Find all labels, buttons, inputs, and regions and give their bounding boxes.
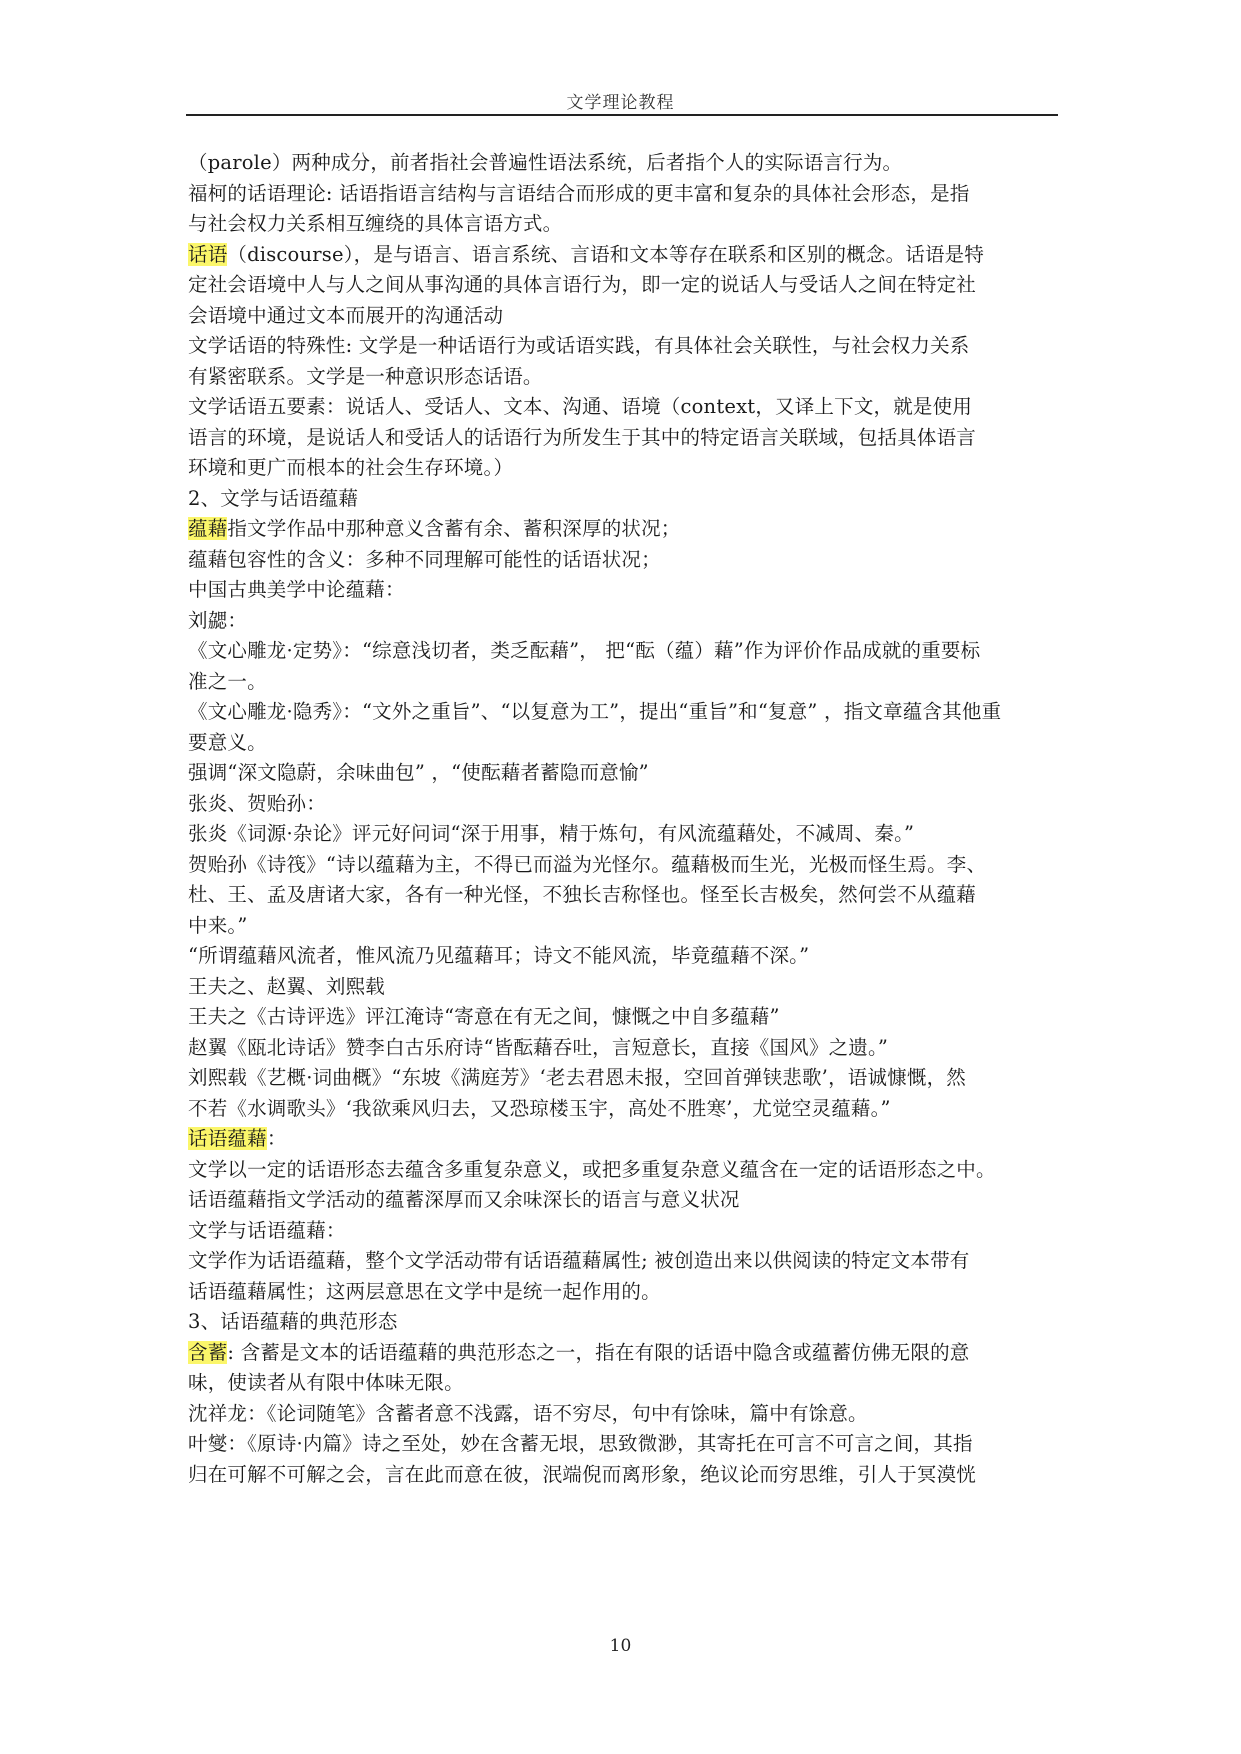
text-line <box>188 1216 1060 1247</box>
line-text: 语言的环境，是说话人和受话人的话语行为所发生于其中的特定语言关联域，包括具体语言 <box>188 425 977 449</box>
text-line <box>188 1246 1060 1277</box>
text-line <box>188 484 1060 515</box>
highlighted-term: 含蓄 <box>188 1340 228 1364</box>
text-line <box>188 667 1060 698</box>
text-line <box>188 850 1060 881</box>
line-text: 张炎、贺贻孙： <box>188 791 326 815</box>
text-line <box>188 1002 1060 1033</box>
text-line <box>188 392 1060 423</box>
line-text: : 含蓄是文本的话语蕴藉的典范形态之一，指在有限的话语中隐含或蕴蓄仿佛无限的意 <box>227 1340 970 1364</box>
line-text: 有紧密联系。文学是一种意识形态话语。 <box>188 364 543 388</box>
line-text: ： <box>266 1127 287 1150</box>
line-text: 中国古典美学中论蕴藉： <box>188 578 405 601</box>
line-text: 文学以一定的话语形态去蕴含多重复杂意义，或把多重复杂意义蕴含在一定的话语形态之中。 <box>188 1157 996 1181</box>
line-text: 不若《水调歌头》‘我欲乘风归去，又恐琼楼玉宇，高处不胜寒’，尤觉空灵蕴藉。” <box>188 1096 891 1120</box>
line-text: 准之一。 <box>188 669 267 693</box>
text-line <box>188 1429 1060 1460</box>
text-line <box>188 636 1060 667</box>
text-line <box>188 331 1060 362</box>
page-number: 10 <box>609 1636 632 1656</box>
line-text: 与社会权力关系相互缠绕的具体言语方式。 <box>188 212 563 235</box>
text-line <box>188 758 1060 789</box>
line-text: 王夫之《古诗评选》评江淹诗“寄意在有无之间，慷慨之中自多蕴藉” <box>188 1005 780 1028</box>
line-text: 蕴藉包容性的含义：多种不同理解可能性的话语状况； <box>188 547 661 571</box>
text-line <box>188 1338 1060 1369</box>
text-line <box>188 1124 1060 1155</box>
line-text: 定社会语境中人与人之间从事沟通的具体言语行为，即一定的说话人与受话人之间在特定社 <box>188 273 977 296</box>
text-line <box>188 453 1060 484</box>
line-text: 叶燮：《原诗·内篇》诗之至处，妙在含蓄无垠，思致微渺，其寄托在可言不可言之间，其指 <box>188 1432 973 1455</box>
text-line <box>188 606 1060 637</box>
text-line <box>188 1399 1060 1430</box>
line-text: 王夫之、赵翼、刘熙载 <box>188 974 386 998</box>
line-text: 2、文学与话语蕴藉 <box>188 486 359 510</box>
text-line <box>188 911 1060 942</box>
text-line <box>188 423 1060 454</box>
line-text: 要意义。 <box>188 730 267 754</box>
text-line <box>188 1063 1060 1094</box>
text-line <box>188 728 1060 759</box>
line-text: 刘勰： <box>188 608 248 632</box>
text-line <box>188 240 1060 271</box>
text-line <box>188 1368 1060 1399</box>
text-line <box>188 575 1060 606</box>
text-line <box>188 209 1060 240</box>
text-line <box>188 545 1060 576</box>
text-line <box>188 697 1060 728</box>
text-line <box>188 1185 1060 1216</box>
line-text: 会语境中通过文本而展开的沟通活动 <box>188 303 504 327</box>
header-rule <box>186 114 1058 116</box>
text-line <box>188 789 1060 820</box>
highlighted-term: 话语 <box>188 242 228 266</box>
line-text: 话语蕴藉属性；这两层意思在文学中是统一起作用的。 <box>188 1279 661 1303</box>
text-line <box>188 1155 1060 1186</box>
text-line <box>188 270 1060 301</box>
highlighted-term: 话语蕴藉 <box>188 1127 267 1150</box>
line-text: 指文学作品中那种意义含蓄有余、蓄积深厚的状况； <box>227 517 681 540</box>
line-text: 赵翼《瓯北诗话》赞李白古乐府诗“皆酝藉吞吐，言短意长，直接《国风》之遗。” <box>188 1035 889 1059</box>
text-line <box>188 880 1060 911</box>
line-text: 强调“深文隐蔚，余味曲包” ，“使酝藉者蓄隐而意愉” <box>188 761 649 784</box>
text-line <box>188 148 1060 179</box>
line-text: “所谓蕴藉风流者，惟风流乃见蕴藉耳；诗文不能风流，毕竟蕴藉不深。” <box>188 944 810 967</box>
line-text: 张炎《词源·杂论》评元好问词“深于用事，精于炼句，有风流蕴藉处，不减周、秦。” <box>188 822 915 845</box>
line-text: 文学与话语蕴藉： <box>188 1218 346 1242</box>
line-text: 文学作为话语蕴藉，整个文学活动带有话语蕴藉属性; 被创造出来以供阅读的特定文本带有 <box>188 1249 970 1272</box>
header-title: 文学理论教程 <box>566 93 675 113</box>
text-line <box>188 301 1060 332</box>
line-text: 《文心雕龙·定势》：“综意浅切者，类乏酝藉”， 把“酝（蕴）藉”作为评价作品成就的重要标 <box>188 639 981 662</box>
highlighted-term: 蕴藉 <box>188 517 228 540</box>
line-text: 归在可解不可解之会，言在此而意在彼，泯端倪而离形象，绝议论而穷思维，引人于冥漠恍 <box>188 1462 977 1486</box>
line-text: 味，使读者从有限中体味无限。 <box>188 1371 464 1394</box>
line-text: 刘熙载《艺概·词曲概》“东坡《满庭芳》‘老去君恩未报，空回首弹铗悲歌’，语诚慷慨，然 <box>188 1066 966 1089</box>
line-text: 文学话语的特殊性: 文学是一种话语行为或话语实践，有具体社会关联性，与社会权力关系 <box>188 334 970 357</box>
line-text: 环境和更广而根本的社会生存环境。） <box>188 456 514 479</box>
line-text: 话语蕴藉指文学活动的蕴蓄深厚而又余味深长的语言与意义状况 <box>188 1188 740 1211</box>
body-text <box>188 148 1060 1490</box>
text-line <box>188 1033 1060 1064</box>
line-text: 杜、王、孟及唐诸大家，各有一种光怪，不独长吉称怪也。怪至长吉极矣，然何尝不从蕴藉 <box>188 883 977 906</box>
text-line <box>188 1094 1060 1125</box>
text-line <box>188 179 1060 210</box>
text-line <box>188 362 1060 393</box>
line-text: 文学话语五要素：说话人、受话人、文本、沟通、语境（context，又译上下文，就是使用 <box>188 395 973 418</box>
text-line <box>188 819 1060 850</box>
text-line <box>188 1460 1060 1491</box>
line-text: （parole）两种成分，前者指社会普遍性语法系统，后者指个人的实际语言行为。 <box>188 151 903 174</box>
line-text: 福柯的话语理论: 话语指语言结构与言语结合而形成的更丰富和复杂的具体社会形态，是指 <box>188 181 970 205</box>
text-line <box>188 1277 1060 1308</box>
text-line <box>188 1307 1060 1338</box>
line-text: 贺贻孙《诗筏》“诗以蕴藉为主，不得已而溢为光怪尔。蕴藉极而生光，光极而怪生焉。李、 <box>188 852 987 876</box>
line-text: 沈祥龙：《论词随笔》含蓄者意不浅露，语不穷尽，句中有馀味，篇中有馀意。 <box>188 1401 868 1425</box>
line-text: 3、话语蕴藉的典范形态 <box>188 1310 398 1333</box>
text-line <box>188 514 1060 545</box>
line-text: （discourse），是与语言、语言系统、言语和文本等存在联系和区别的概念。话语是特 <box>227 242 985 266</box>
text-line <box>188 941 1060 972</box>
line-text: 中来。” <box>188 913 248 937</box>
text-line <box>188 972 1060 1003</box>
line-text: 《文心雕龙·隐秀》：“文外之重旨”、“以复意为工”，提出“重旨”和“复意” ，指文章蕴含其他重 <box>188 700 1002 723</box>
